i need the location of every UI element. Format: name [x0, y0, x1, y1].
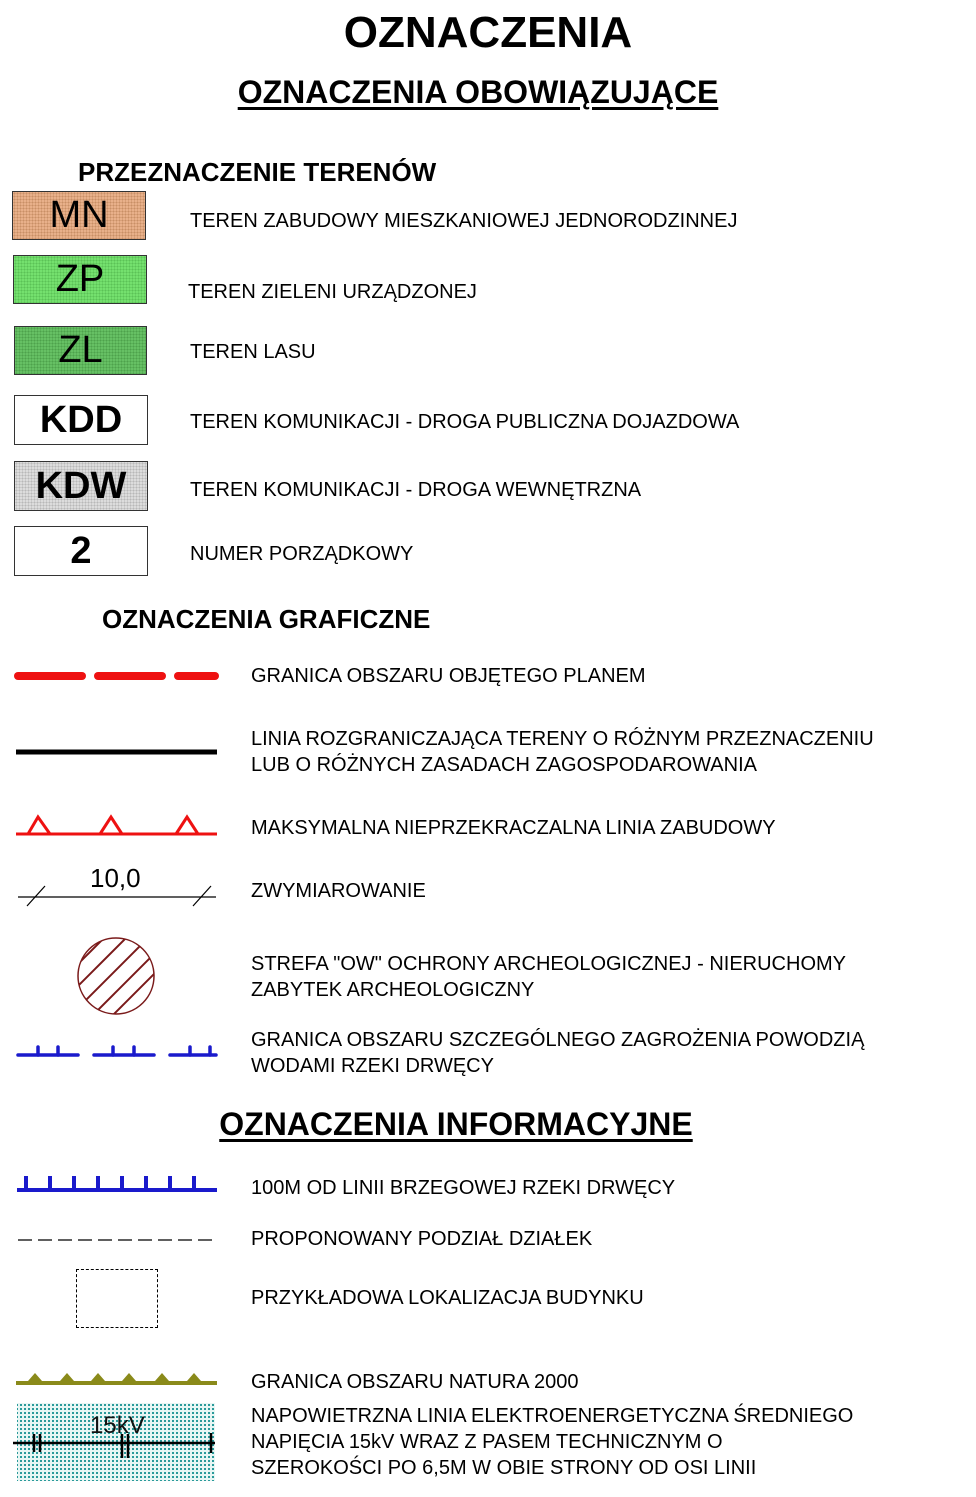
legend-label-river-100m: 100M OD LINII BRZEGOWEJ RZEKI DRWĘCY: [251, 1177, 676, 1199]
legend-label-power-line-3: SZEROKOŚCI PO 6,5M W OBIE STRONY OD OSI LINII: [251, 1457, 757, 1479]
thin-dashed-line-icon: [0, 1230, 240, 1250]
section-heading-informational: OZNACZENIA INFORMACYJNE: [219, 1106, 693, 1142]
swatch-code: 2: [70, 529, 92, 572]
page-title: OZNACZENIA: [343, 8, 633, 57]
legend-swatch-kdw: [14, 461, 148, 511]
red-triangle-line-icon: [0, 808, 240, 838]
legend-label-plan-boundary: GRANICA OBSZARU OBJĘTEGO PLANEM: [251, 665, 646, 687]
blue-comb-line-icon: [0, 1170, 240, 1200]
legend-label-flood-2: WODAMI RZEKI DRWĘCY: [251, 1055, 494, 1077]
dimension-value: 10,0: [90, 863, 141, 893]
section-heading-graphic: OZNACZENIA GRAFICZNE: [102, 604, 431, 634]
swatch-code: KDD: [39, 398, 123, 441]
legend-label-zl: TEREN LASU: [190, 341, 316, 363]
red-dashed-line-icon: [0, 660, 240, 690]
power-line-voltage: 15kV: [90, 1412, 145, 1439]
legend-swatch-mn: [12, 191, 146, 240]
hatched-circle-icon: [70, 932, 170, 1022]
legend-label-division-line-2: LUB O RÓŻNYCH ZASADACH ZAGOSPODAROWANIA: [251, 754, 757, 776]
swatch-code: ZL: [58, 329, 103, 371]
legend-label-power-line-2: NAPIĘCIA 15kV WRAZ Z PASEM TECHNICZNYM O: [251, 1431, 723, 1453]
legend-swatch-zl: [14, 326, 147, 375]
legend-label-zp: TEREN ZIELENI URZĄDZONEJ: [188, 281, 477, 303]
dotted-rectangle-icon: [76, 1269, 158, 1328]
dimension-line-icon: [0, 880, 240, 920]
section-heading-land-use: PRZEZNACZENIE TERENÓW: [78, 157, 437, 187]
swatch-code: ZP: [55, 258, 105, 300]
legend-label-building-location: PRZYKŁADOWA LOKALIZACJA BUDYNKU: [251, 1287, 644, 1309]
legend-label-mn: TEREN ZABUDOWY MIESZKANIOWEJ JEDNORODZINNEJ: [190, 210, 738, 232]
legend-label-archeo-2: ZABYTEK ARCHEOLOGICZNY: [251, 979, 535, 1001]
swatch-code: KDW: [35, 464, 127, 507]
swatch-code: MN: [49, 194, 109, 236]
legend-swatch-kdd: [14, 395, 148, 445]
blue-flood-line-icon: [0, 1040, 240, 1064]
legend-label-archeo-1: STREFA "OW" OCHRONY ARCHEOLOGICZNEJ - NIERUCHOMY: [251, 953, 846, 975]
legend-label-natura-2000: GRANICA OBSZARU NATURA 2000: [251, 1371, 579, 1393]
legend-label-flood-1: GRANICA OBSZARU SZCZEGÓLNEGO ZAGROŻENIA POWODZIĄ: [251, 1029, 865, 1051]
legend-label-power-line-1: NAPOWIETRZNA LINIA ELEKTROENERGETYCZNA ŚREDNIEGO: [251, 1405, 854, 1427]
olive-triangle-line-icon: [0, 1366, 240, 1390]
legend-label-dimension: ZWYMIAROWANIE: [251, 880, 426, 902]
legend-label-building-line: MAKSYMALNA NIEPRZEKRACZALNA LINIA ZABUDOWY: [251, 817, 776, 839]
legend-label-kdw: TEREN KOMUNIKACJI - DROGA WEWNĘTRZNA: [190, 479, 642, 501]
legend-label-division-line-1: LINIA ROZGRANICZAJĄCA TERENY O RÓŻNYM PRZEZNACZENIU: [251, 728, 874, 750]
legend-swatch-zp: [13, 255, 147, 304]
legend-label-number: NUMER PORZĄDKOWY: [190, 543, 414, 565]
legend-label-kdd: TEREN KOMUNIKACJI - DROGA PUBLICZNA DOJAZDOWA: [190, 411, 740, 433]
black-solid-line-icon: [0, 740, 240, 760]
legend-label-plot-division: PROPONOWANY PODZIAŁ DZIAŁEK: [251, 1228, 593, 1250]
legend-swatch-number: [14, 526, 148, 576]
section-heading-binding: OZNACZENIA OBOWIĄZUJĄCE: [237, 74, 719, 110]
